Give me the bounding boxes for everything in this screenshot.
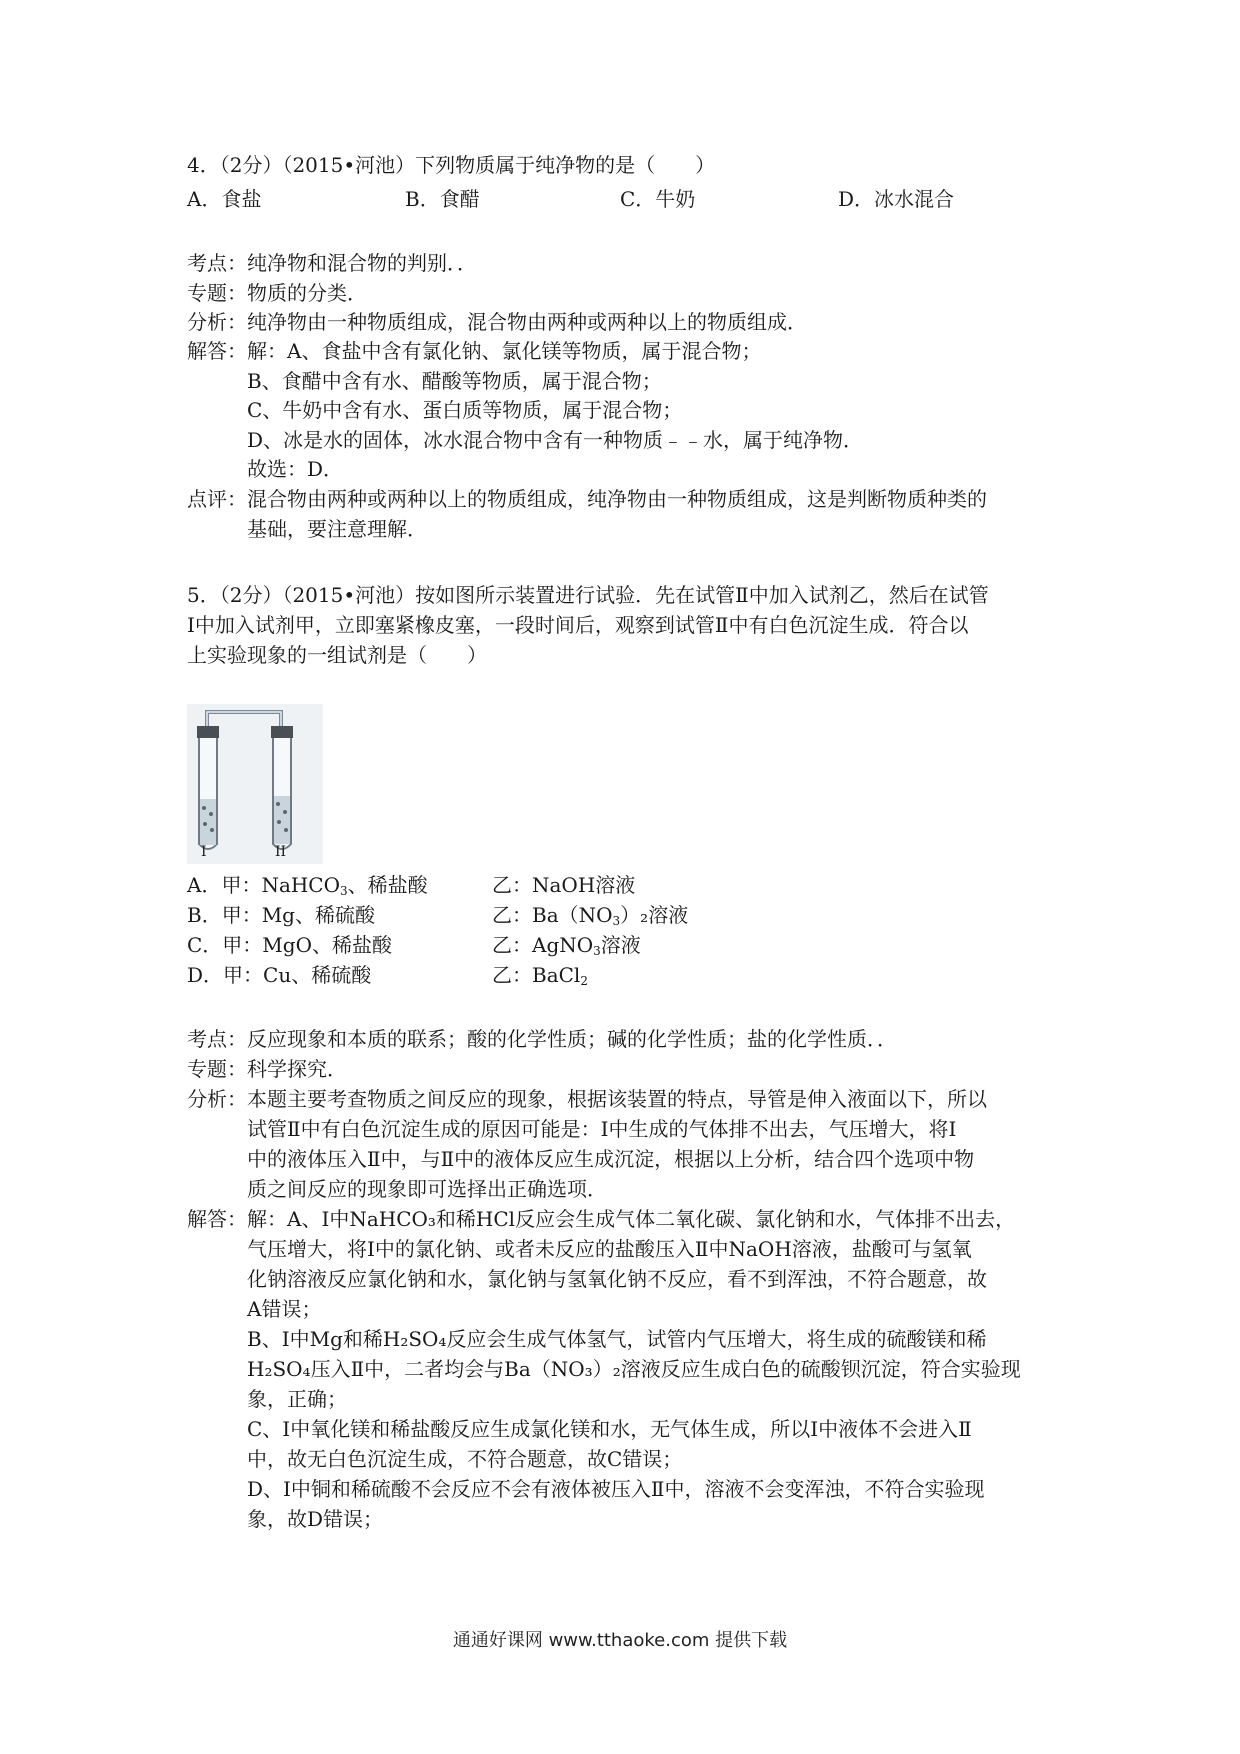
q5-jieda-line-10: D、Ⅰ中铜和稀硫酸不会反应不会有液体被压入Ⅱ中，溶液不会变浑浊，不符合实验现 [247, 1477, 985, 1501]
q5-option-a-yi: 乙：NaOH溶液 [492, 873, 636, 897]
q4-option-c: C．牛奶 [620, 187, 696, 211]
q4-jieda-line-3: C、牛奶中含有水、蛋白质等物质，属于混合物； [247, 398, 683, 422]
tube-label-ii: II [275, 844, 287, 860]
q5-fenxi-line-3: 中的液体压入Ⅱ中，与Ⅱ中的液体反应生成沉淀，根据以上分析，结合四个选项中物 [247, 1147, 975, 1171]
q5-jieda-line-5: B、Ⅰ中Mg和稀H₂SO₄反应会生成气体氢气，试管内气压增大，将生成的硫酸镁和稀 [247, 1327, 987, 1351]
q5-jieda-line-6: H₂SO₄压入Ⅱ中，二者均会与Ba（NO₃）₂溶液反应生成白色的硫酸钡沉淀，符合实验现 [247, 1357, 1021, 1381]
q4-jieda-line-1: 解答：解：A、食盐中含有氯化钠、氯化镁等物质，属于混合物； [187, 339, 762, 363]
apparatus-drawing [187, 704, 323, 864]
q5-stem-line-2: Ⅰ中加入试剂甲，立即塞紧橡皮塞，一段时间后，观察到试管Ⅱ中有白色沉淀生成．符合以 [187, 613, 969, 637]
q5-jieda-line-4: A错误； [247, 1297, 322, 1321]
q5-zhuanti: 专题：科学探究． [187, 1057, 347, 1081]
q5-kaodian: 考点：反应现象和本质的联系；酸的化学性质；碱的化学性质；盐的化学性质．． [187, 1027, 897, 1051]
q5-option-b-jia: B．甲：Mg、稀硫酸 [187, 903, 375, 927]
q5-jieda-line-2: 气压增大，将Ⅰ中的氯化钠、或者未反应的盐酸压入Ⅱ中NaOH溶液，盐酸可与氢氧 [247, 1237, 972, 1261]
q5-jieda-line-11: 象，故D错误； [247, 1507, 384, 1531]
q5-jieda-line-8: C、Ⅰ中氧化镁和稀盐酸反应生成氯化镁和水，无气体生成，所以Ⅰ中液体不会进入Ⅱ [247, 1417, 972, 1441]
q5-stem-line-1: 5．（2分）（2015•河池）按如图所示装置进行试验．先在试管Ⅱ中加入试剂乙，然后在试管 [187, 583, 989, 607]
q4-kaodian: 考点：纯净物和混合物的判别．． [187, 251, 477, 275]
q4-dianping-line-2: 基础，要注意理解． [247, 517, 427, 541]
q5-jieda-line-1: 解答：解：A、Ⅰ中NaHCO₃和稀HCl反应会生成气体二氧化碳、氯化钠和水，气体排不出去， [187, 1207, 1016, 1231]
q5-jieda-line-7: 象，正确； [247, 1387, 347, 1411]
q5-option-b-yi: 乙：$Ba(NO_3)_2$溶液 [492, 903, 689, 928]
q5-stem-line-3: 上实验现象的一组试剂是（ ） [187, 643, 487, 667]
q5-fenxi-line-2: 试管Ⅱ中有白色沉淀生成的原因可能是：Ⅰ中生成的气体排不出去，气压增大，将Ⅰ [247, 1117, 957, 1141]
q4-option-b: B．食醋 [405, 187, 480, 211]
page-footer: 通通好课网 www.tthaoke.com 提供下载 [452, 1630, 788, 1651]
tube-label-i: I [201, 844, 207, 860]
q5-option-a-jia: A．甲：NaHCO$_3$、稀盐酸 [187, 873, 428, 898]
q4-jieda-line-5: 故选：D． [247, 457, 344, 481]
q4-zhuanti: 专题：物质的分类． [187, 281, 367, 305]
q4-jieda-line-4: D、冰是水的固体，冰水混合物中含有一种物质﹣﹣水，属于纯净物． [247, 428, 864, 452]
q5-option-c-yi: 乙：AgNO$_3$溶液 [492, 933, 641, 958]
q4-option-d: D．冰水混合 [838, 187, 955, 211]
q5-jieda-line-9: 中，故无白色沉淀生成，不符合题意，故C错误； [247, 1447, 683, 1471]
q5-option-d-jia: D．甲：Cu、稀硫酸 [187, 963, 372, 987]
q4-fenxi: 分析：纯净物由一种物质组成，混合物由两种或两种以上的物质组成． [187, 310, 807, 334]
q4-option-a: A．食盐 [187, 187, 262, 211]
q5-option-d-yi: 乙：BaCl$_2$ [492, 963, 588, 988]
q4-stem: 4．（2分）（2015•河池）下列物质属于纯净物的是（ ） [187, 153, 716, 177]
test-tube-apparatus-figure [187, 704, 323, 864]
q4-jieda-line-2: B、食醋中含有水、醋酸等物质，属于混合物； [247, 369, 662, 393]
q5-fenxi-line-1: 分析：本题主要考查物质之间反应的现象，根据该装置的特点，导管是伸入液面以下，所以 [187, 1087, 987, 1111]
q5-jieda-line-3: 化钠溶液反应氯化钠和水，氯化钠与氢氧化钠不反应，看不到浑浊，不符合题意，故 [247, 1267, 987, 1291]
q5-option-c-jia: C．甲：MgO、稀盐酸 [187, 933, 392, 957]
q4-dianping-line-1: 点评：混合物由两种或两种以上的物质组成，纯净物由一种物质组成，这是判断物质种类的 [187, 487, 987, 511]
q5-fenxi-line-4: 质之间反应的现象即可选择出正确选项． [247, 1177, 607, 1201]
